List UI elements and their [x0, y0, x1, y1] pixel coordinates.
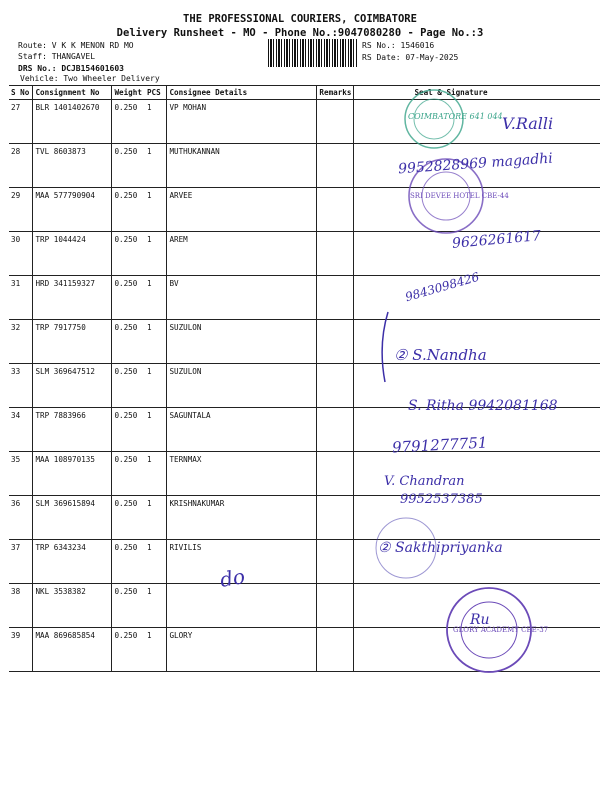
row-consignment-no: MAA 577790904 — [33, 188, 112, 232]
row-remarks — [317, 540, 354, 584]
runsheet-subtitle: Delivery Runsheet - MO - Phone No.:9047080280 - Page No.:3 — [116, 27, 484, 39]
row-consignee: ARVEE — [167, 188, 317, 232]
row-consignee: TERNMAX — [167, 452, 317, 496]
table-row — [9, 408, 600, 452]
row-consignee — [167, 584, 317, 628]
row-weight: 0.250 — [112, 144, 145, 188]
row-sno: 32 — [9, 320, 33, 364]
stamp-hotel-text: SRI DEVEE HOTEL CBE-44 — [410, 192, 509, 200]
row-pcs: 1 — [145, 540, 167, 584]
table-row — [9, 540, 600, 584]
row-sno: 39 — [9, 628, 33, 672]
row-consignment-no: TRP 7917750 — [33, 320, 112, 364]
table-row — [9, 188, 600, 232]
row-weight: 0.250 — [112, 276, 145, 320]
row-remarks — [317, 144, 354, 188]
row-consignment-no: TRP 7883966 — [33, 408, 112, 452]
row-pcs: 1 — [145, 496, 167, 540]
row-consignment-no: MAA 108970135 — [33, 452, 112, 496]
table-row — [9, 452, 600, 496]
row-weight: 0.250 — [112, 628, 145, 672]
table-row — [9, 276, 600, 320]
row-remarks — [317, 584, 354, 628]
company-title: THE PROFESSIONAL COURIERS, COIMBATORE — [183, 13, 417, 25]
row-pcs: 1 — [145, 276, 167, 320]
row-remarks — [317, 188, 354, 232]
staff-label: Staff: THANGAVEL — [18, 52, 96, 61]
row-pcs: 1 — [145, 408, 167, 452]
row-sno: 28 — [9, 144, 33, 188]
row-weight: 0.250 — [112, 408, 145, 452]
signature-row33: ② S.Nandha — [394, 346, 487, 364]
row-seal-signature — [354, 628, 600, 672]
row-pcs: 1 — [145, 144, 167, 188]
col-remarks: Remarks — [317, 86, 354, 100]
row-consignee: SUZULON — [167, 364, 317, 408]
row-consignee: BV — [167, 276, 317, 320]
row-remarks — [317, 452, 354, 496]
row-consignee: SAGUNTALA — [167, 408, 317, 452]
row-weight: 0.250 — [112, 232, 145, 276]
row-consignee: SUZULON — [167, 320, 317, 364]
row-remarks — [317, 276, 354, 320]
row-consignment-no: BLR 1401402670 — [33, 100, 112, 144]
phone-row30: 9626261617 — [451, 228, 542, 252]
row-remarks — [317, 364, 354, 408]
row-pcs: 1 — [145, 232, 167, 276]
row-seal-signature — [354, 100, 600, 144]
table-row — [9, 628, 600, 672]
col-pcs: PCS — [145, 86, 167, 100]
row-remarks — [317, 232, 354, 276]
row-consignee: KRISHNAKUMAR — [167, 496, 317, 540]
row-weight: 0.250 — [112, 320, 145, 364]
table-row — [9, 320, 600, 364]
barcode-image — [268, 39, 358, 67]
row-consignment-no: MAA 869685854 — [33, 628, 112, 672]
col-consignment: Consignment No — [33, 86, 112, 100]
row-remarks — [317, 496, 354, 540]
row-pcs: 1 — [145, 320, 167, 364]
row-remarks — [317, 408, 354, 452]
row-sno: 33 — [9, 364, 33, 408]
row-remarks — [317, 320, 354, 364]
signature-row27: V.Ralli — [502, 114, 554, 133]
row-weight: 0.250 — [112, 540, 145, 584]
row-consignment-no: TRP 6343234 — [33, 540, 112, 584]
name-row36: V. Chandran — [384, 474, 465, 489]
row-pcs: 1 — [145, 100, 167, 144]
row-consignee: MUTHUKANNAN — [167, 144, 317, 188]
row-pcs: 1 — [145, 188, 167, 232]
row-sno: 27 — [9, 100, 33, 144]
row-consignment-no: NKL 3538382 — [33, 584, 112, 628]
row-pcs: 1 — [145, 628, 167, 672]
note-row34: S. Ritha 9942081168 — [408, 398, 558, 414]
signature-row38: ② Sakthipriyanka — [378, 540, 503, 556]
row-consignment-no: TVL 8603873 — [33, 144, 112, 188]
runsheet-table — [9, 85, 600, 672]
phone-row35: 9791277751 — [391, 433, 488, 457]
rs-date: RS Date: 07-May-2025 — [362, 53, 459, 62]
row-weight: 0.250 — [112, 188, 145, 232]
phone-row36: 9952537385 — [400, 492, 483, 507]
signature-row39: Ru — [470, 612, 490, 628]
row-sno: 29 — [9, 188, 33, 232]
row-consignee: AREM — [167, 232, 317, 276]
row-pcs: 1 — [145, 452, 167, 496]
vehicle-label: Vehicle: Two Wheeler Delivery — [20, 74, 160, 83]
phone-row28: 9952828969 magadhi — [397, 150, 554, 178]
phone-row31: 9843098426 — [403, 269, 481, 305]
row-weight: 0.250 — [112, 100, 145, 144]
rs-number: RS No.: 1546016 — [362, 41, 435, 50]
stamp-coimbatore-text: COIMBATORE 641 044 — [408, 112, 503, 121]
row-pcs: 1 — [145, 584, 167, 628]
col-seal: Seal & Signature — [354, 86, 600, 100]
row-consignment-no: HRD 341159327 — [33, 276, 112, 320]
row-remarks — [317, 100, 354, 144]
row-sno: 34 — [9, 408, 33, 452]
row-sno: 36 — [9, 496, 33, 540]
row-sno: 37 — [9, 540, 33, 584]
row-consignee: RIVILIS — [167, 540, 317, 584]
stamp-glory-text: GLORY ACADEMY CBE-37 — [453, 626, 549, 634]
row-sno: 30 — [9, 232, 33, 276]
row-sno: 31 — [9, 276, 33, 320]
row-sno: 38 — [9, 584, 33, 628]
row-consignment-no: TRP 1044424 — [33, 232, 112, 276]
col-weight: Weight — [112, 86, 145, 100]
route-label: Route: V K K MENON RD MO — [18, 41, 134, 50]
table-row — [9, 496, 600, 540]
row-consignment-no: SLM 369647512 — [33, 364, 112, 408]
row-weight: 0.250 — [112, 496, 145, 540]
row-consignment-no: SLM 369615894 — [33, 496, 112, 540]
col-consignee: Consignee Details — [167, 86, 317, 100]
row-remarks — [317, 628, 354, 672]
row-weight: 0.250 — [112, 452, 145, 496]
row-weight: 0.250 — [112, 584, 145, 628]
row-consignee: VP MOHAN — [167, 100, 317, 144]
row-pcs: 1 — [145, 364, 167, 408]
table-header-row — [9, 86, 600, 100]
row-sno: 35 — [9, 452, 33, 496]
note-row38: do — [218, 564, 247, 592]
row-consignee: GLORY — [167, 628, 317, 672]
col-sno: S No — [9, 86, 33, 100]
drs-label: DRS No.: DCJB154601603 — [18, 64, 124, 73]
row-weight: 0.250 — [112, 364, 145, 408]
table-row — [9, 584, 600, 628]
